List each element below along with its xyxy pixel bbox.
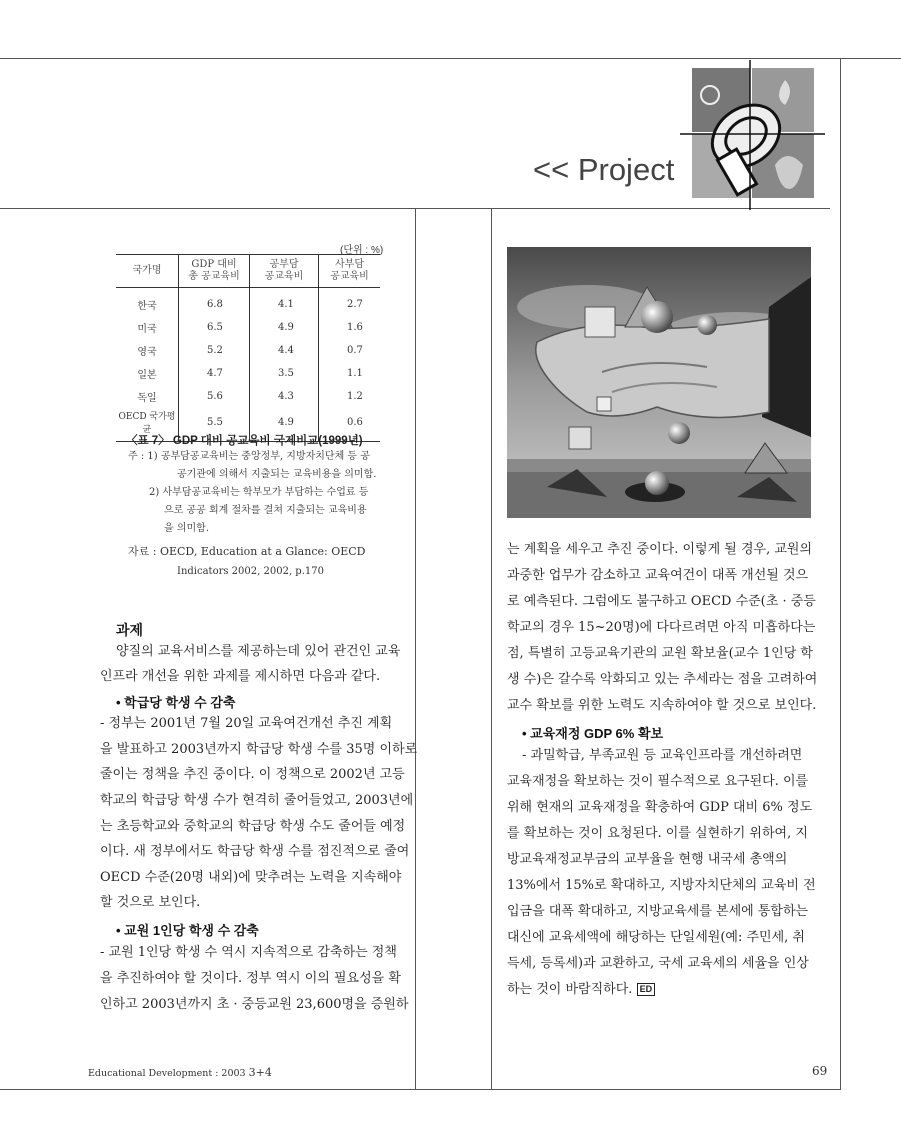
body-line: 교수 확보를 위한 노력도 지속하여야 할 것으로 보인다. [507,698,817,713]
body-line: 방교육재정교부금의 교부율을 현행 내국세 총액의 [507,852,788,867]
cell-public: 4.9 [250,408,319,442]
body-line: 할 것으로 보인다. [100,895,201,910]
subheading: • 교원 1인당 학생 수 감축 [116,923,259,938]
cell-public: 4.3 [250,385,319,408]
hand-illustration [507,247,811,518]
section-heading: 과제 [116,622,144,638]
body-line [507,978,655,1003]
body-line: 13%에서 15%로 확대하고, 지방자치단체의 교육비 전 [507,878,816,893]
body-line: 줄이는 정책을 추진 중이다. 이 정책으로 2002년 고등 [100,767,405,782]
header-public: 공부담 공교육비 [250,255,319,288]
right-frame [840,58,841,1090]
cell-country: 한국 [137,301,157,312]
table-row [116,288,380,317]
table-row [116,385,380,408]
table-source: 자료 : OECD, Education at a Glance: OECD [128,545,366,558]
body-line: OECD 수준(20명 내외)에 맞추려는 노력을 지속해야 [100,870,402,885]
cell-total: 5.2 [179,339,250,362]
cell-private: 0.7 [319,339,381,362]
cell-private: 2.7 [319,288,381,317]
table-header-row [116,255,380,288]
body-line: 생 수)은 갈수록 악화되고 있는 추세라는 점을 고려하여 [507,672,818,687]
header-country: 국가명 [116,255,179,288]
project-logo [680,60,830,210]
subheading: • 교육재정 GDP 6% 확보 [522,726,664,741]
body-line: 인하고 2003년까지 초 · 중등교원 23,600명을 증원하 [100,997,409,1012]
journal-title: Educational Development : 2003 [88,1068,246,1079]
table-note: 을 의미함. [164,523,209,534]
body-line: 는 계획을 세우고 추진 중이다. 이렇게 될 경우, 교원의 [507,542,813,557]
cell-total: 4.7 [179,362,250,385]
column-divider-left [415,208,416,1090]
body-line: 로 예측된다. 그럼에도 불구하고 OECD 수준(초 · 중등 [507,594,816,609]
body-line: 위해 현재의 교육재정을 확충하여 GDP 대비 6% 정도 [507,800,813,815]
cell-public: 3.5 [250,362,319,385]
gdp-education-table [116,254,380,442]
cell-public: 4.4 [250,339,319,362]
header-total: GDP 대비 총 공교육비 [179,255,250,288]
cell-private: 1.2 [319,385,381,408]
table-unit: (단위 : %) [340,245,384,256]
page-number: 69 [812,1064,828,1078]
end-mark-icon: ED [637,983,656,996]
body-line: - 과밀학급, 부족교원 등 교육인프라를 개선하려면 [522,748,803,763]
body-line: 학교의 경우 15~20명)에 다다르려면 아직 미흡하다는 [507,620,816,635]
body-line: 를 확보하는 것이 요청된다. 이를 실현하기 위하여, 지 [507,826,808,841]
cell-public: 4.1 [250,288,319,317]
cell-country: 독일 [137,393,157,404]
body-line: 점, 특별히 고등교육기관의 교원 확보율(교수 1인당 학 [507,646,813,661]
body-line: 이다. 새 정부에서도 학급당 학생 수를 점진적으로 줄여 [100,844,410,859]
body-line: 양질의 교육서비스를 제공하는데 있어 관건인 교육 [116,644,401,659]
body-line: 득세, 등록세)과 교환하고, 국세 교육세의 세율을 인상 [507,956,809,971]
cell-total: 6.8 [179,288,250,317]
section-label: << Project [533,152,675,187]
header-private: 사부담 공교육비 [319,255,381,288]
bottom-rule [0,1089,841,1090]
cell-public: 4.9 [250,316,319,339]
body-line: 입금을 대폭 확대하고, 지방교육세를 본세에 통합하는 [507,904,809,919]
table-note: 공기관에 의해서 지출되는 교육비용을 의미함. [177,469,377,480]
cell-country: 일본 [137,370,157,381]
cell-total: 5.5 [179,408,250,442]
cell-total: 5.6 [179,385,250,408]
subheading: • 학급당 학생 수 감축 [116,695,236,710]
column-divider-right [491,208,492,1090]
table-row [116,339,380,362]
table-source: Indicators 2002, 2002, p.170 [177,566,324,577]
cell-private: 0.6 [319,408,381,442]
body-line: 을 추진하여야 할 것이다. 정부 역시 이의 필요성을 확 [100,971,401,986]
cell-private: 1.1 [319,362,381,385]
table-note: 2) 사부담공교육비는 학부모가 부담하는 수업료 등 [149,487,369,498]
cell-country: 영국 [137,347,157,358]
top-rule [0,58,901,59]
table-row [116,362,380,385]
body-line: 는 초등학교와 중학교의 학급당 학생 수도 줄어들 예정 [100,819,406,834]
table-note: 주 : 1) 공부담공교육비는 중앙정부, 지방자치단체 등 공 [128,451,370,462]
cell-country: 미국 [137,324,157,335]
issue-number: 3+4 [248,1066,272,1079]
table-row [116,316,380,339]
footer-journal [88,1066,272,1079]
table-note: 으로 공공 회계 절차를 결쳐 지출되는 교육비용 [164,505,367,516]
cell-private: 1.6 [319,316,381,339]
body-line: - 교원 1인당 학생 수 역시 지속적으로 감축하는 정책 [100,945,397,960]
body-line: - 정부는 2001년 7월 20일 교육여건개선 추진 계획 [100,716,393,731]
cell-total: 6.5 [179,316,250,339]
body-line: 인프라 개선을 위한 과제를 제시하면 다음과 같다. [100,669,381,684]
body-line: 교육재정을 확보하는 것이 필수적으로 요구된다. 이를 [507,774,809,789]
body-line: 과중한 업무가 감소하고 교육여건이 대폭 개선될 것으 [507,568,809,583]
body-line: 을 발표하고 2003년까지 학급당 학생 수를 35명 이하로 [100,742,418,757]
body-line: 대신에 교육세액에 해당하는 단일세원(예: 주민세, 취 [507,930,805,945]
table-caption: 〈표 7〉 GDP 대비 공교육비 국제비교(1999년) [126,435,363,447]
cell-country: OECD 국가평균 [118,412,176,435]
final-sentence: 하는 것이 바람직하다. [507,982,633,997]
body-line: 학교의 학급당 학생 수가 현격히 줄어들었고, 2003년에 [100,793,414,808]
